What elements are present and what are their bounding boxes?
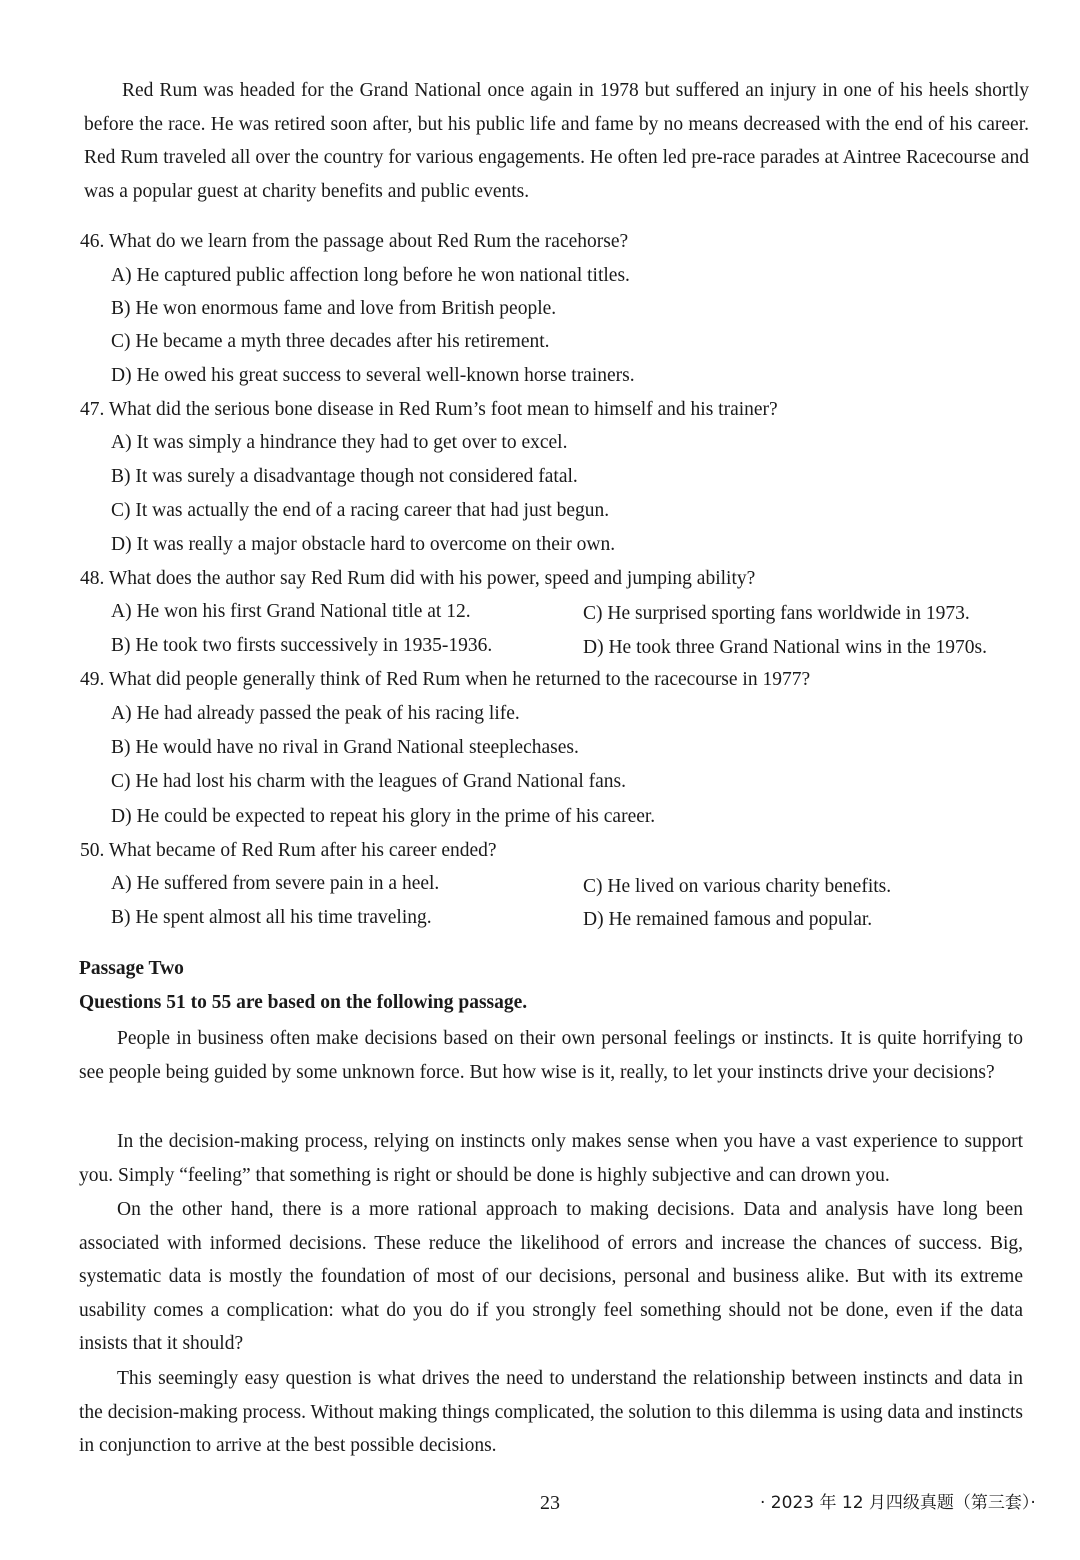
question-48-option-c[interactable]: C) He surprised sporting fans worldwide in 1973. — [583, 603, 970, 624]
question-48-stem: 48. What does the author say Red Rum did with his power, speed and jumping ability? — [80, 568, 756, 589]
question-49-option-b[interactable]: B) He would have no rival in Grand National steeplechases. — [111, 737, 579, 758]
passage-two-paragraph-1: People in business often make decisions based on their own personal feelings or instincts. It is quite horrifying to see people being guided by some unknown force. But how wise is it, really, to let your instincts drive your decisions? — [79, 1028, 1023, 1083]
question-46-option-c[interactable]: C) He became a myth three decades after his retirement. — [111, 331, 550, 352]
question-47-option-d[interactable]: D) It was really a major obstacle hard to overcome on their own. — [111, 534, 616, 555]
question-50-option-d[interactable]: D) He remained famous and popular. — [583, 909, 873, 930]
passage-two-paragraph-2: In the decision-making process, relying on instincts only makes sense when you have a vast experience to support you. Simply “feeling” that something is right or should be done is highly subjective and can drown you. — [79, 1131, 1023, 1186]
question-50-option-b[interactable]: B) He spent almost all his time traveling. — [111, 907, 432, 928]
question-46-option-b[interactable]: B) He won enormous fame and love from British people. — [111, 298, 557, 319]
exam-source-label: · 2023 年 12 月四级真题（第三套）· — [760, 1493, 1036, 1513]
page-number: 23 — [540, 1492, 560, 1514]
question-47-option-c[interactable]: C) It was actually the end of a racing career that had just begun. — [111, 500, 610, 521]
passage-two-instruction: Questions 51 to 55 are based on the following passage. — [79, 992, 528, 1013]
question-49-stem: 49. What did people generally think of Red Rum when he returned to the racecourse in 1977? — [80, 669, 811, 690]
question-49-option-c[interactable]: C) He had lost his charm with the leagues of Grand National fans. — [111, 771, 626, 792]
question-47-option-a[interactable]: A) It was simply a hindrance they had to get over to excel. — [111, 432, 568, 453]
question-47-option-b[interactable]: B) It was surely a disadvantage though not considered fatal. — [111, 466, 578, 487]
passage-two-paragraph-4: This seemingly easy question is what drives the need to understand the relationship between instincts and data in the decision-making process. Without making things complicated, the solution to this dilemma is using data and instincts in conjunction to arrive at the best possible decisions. — [79, 1368, 1023, 1456]
question-50-option-a[interactable]: A) He suffered from severe pain in a heel. — [111, 873, 440, 894]
passage-one-closing-paragraph: Red Rum was headed for the Grand National once again in 1978 but suffered an injury in one of his heels shortly before the race. He was retired soon after, but his public life and fame by no means decreased with the end of his career. Red Rum traveled all over the country for various engagements. He often led pre-race parades at Aintree Racecourse and was a popular guest at charity benefits and public events. — [84, 80, 1029, 202]
passage-two-paragraph-3: On the other hand, there is a more rational approach to making decisions. Data and analysis have long been associated with informed decisions. These reduce the likelihood of errors and increase the chances of success. Big, systematic data is mostly the foundation of most of our decisions, personal and business alike. But with its extreme usability comes a complication: what do you do if you strongly feel something should not be done, even if the data insists that it should? — [79, 1199, 1023, 1354]
question-46-option-a[interactable]: A) He captured public affection long before he won national titles. — [111, 265, 630, 286]
question-49-option-d[interactable]: D) He could be expected to repeat his glory in the prime of his career. — [111, 806, 656, 827]
question-49-option-a[interactable]: A) He had already passed the peak of his racing life. — [111, 703, 520, 724]
passage-two-title: Passage Two — [79, 958, 184, 979]
question-48-option-b[interactable]: B) He took two firsts successively in 1935-1936. — [111, 635, 493, 656]
question-50-option-c[interactable]: C) He lived on various charity benefits. — [583, 876, 892, 897]
question-46-stem: 46. What do we learn from the passage about Red Rum the racehorse? — [80, 231, 629, 252]
question-47-stem: 47. What did the serious bone disease in Red Rum’s foot mean to himself and his trainer? — [80, 399, 778, 420]
question-48-option-d[interactable]: D) He took three Grand National wins in the 1970s. — [583, 637, 987, 658]
question-46-option-d[interactable]: D) He owed his great success to several well-known horse trainers. — [111, 365, 635, 386]
question-50-stem: 50. What became of Red Rum after his career ended? — [80, 840, 497, 861]
question-48-option-a[interactable]: A) He won his first Grand National title at 12. — [111, 601, 471, 622]
